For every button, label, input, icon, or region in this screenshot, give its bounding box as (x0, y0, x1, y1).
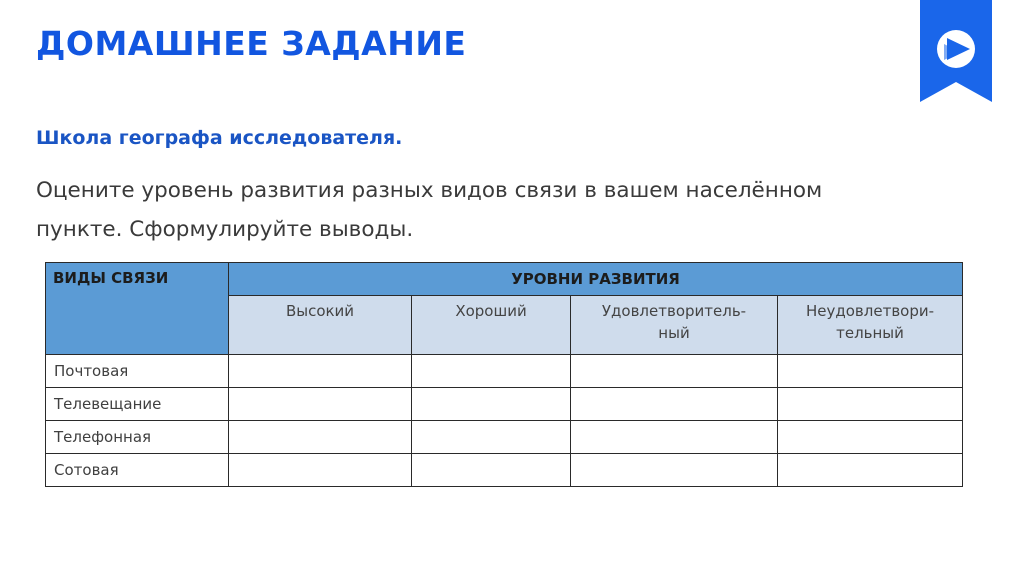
page-title: ДОМАШНЕЕ ЗАДАНИЕ (36, 24, 467, 63)
column-header-levels: УРОВНИ РАЗВИТИЯ (229, 263, 963, 296)
row-label-telephone: Телефонная (46, 421, 229, 454)
row-label-broadcasting: Телевещание (46, 388, 229, 421)
level-header-high (229, 296, 412, 355)
table-cell[interactable] (571, 388, 778, 421)
level-header-line: Удовлетворитель- (601, 302, 747, 320)
table-cell[interactable] (571, 421, 778, 454)
task-line-2: пункте. Сформулируйте выводы. (36, 217, 414, 242)
table-row (46, 355, 963, 388)
level-header-satisfactory (571, 296, 778, 355)
table-cell[interactable] (229, 355, 412, 388)
row-label-cellular: Сотовая (46, 454, 229, 487)
table-cell[interactable] (412, 388, 571, 421)
level-header-line: ный (658, 324, 690, 342)
table-cell[interactable] (412, 454, 571, 487)
table-cell[interactable] (778, 355, 963, 388)
table-row (46, 454, 963, 487)
table-cell[interactable] (778, 454, 963, 487)
level-header-line: Высокий (285, 302, 355, 320)
table-cell[interactable] (229, 388, 412, 421)
communication-levels-table (45, 262, 963, 487)
table-cell[interactable] (412, 421, 571, 454)
table-cell[interactable] (412, 355, 571, 388)
table-header-row (46, 263, 963, 296)
level-header-line: Неудовлетвори- (806, 302, 935, 320)
table-cell[interactable] (571, 454, 778, 487)
table-cell[interactable] (778, 421, 963, 454)
table-row (46, 421, 963, 454)
task-line-1: Оцените уровень развития разных видов связи в вашем населённом (36, 178, 823, 203)
table-cell[interactable] (571, 355, 778, 388)
table-cell[interactable] (229, 421, 412, 454)
task-text (36, 171, 986, 249)
bookmark-badge (920, 0, 992, 102)
subtitle: Школа географа исследователя. (36, 127, 403, 149)
table-row (46, 388, 963, 421)
level-header-unsatisfactory (778, 296, 963, 355)
level-header-line: Хороший (455, 302, 527, 320)
level-header-good (412, 296, 571, 355)
row-label-postal: Почтовая (46, 355, 229, 388)
table-cell[interactable] (229, 454, 412, 487)
level-header-line: тельный (836, 324, 904, 342)
table-cell[interactable] (778, 388, 963, 421)
column-header-types: ВИДЫ СВЯЗИ (46, 263, 229, 355)
